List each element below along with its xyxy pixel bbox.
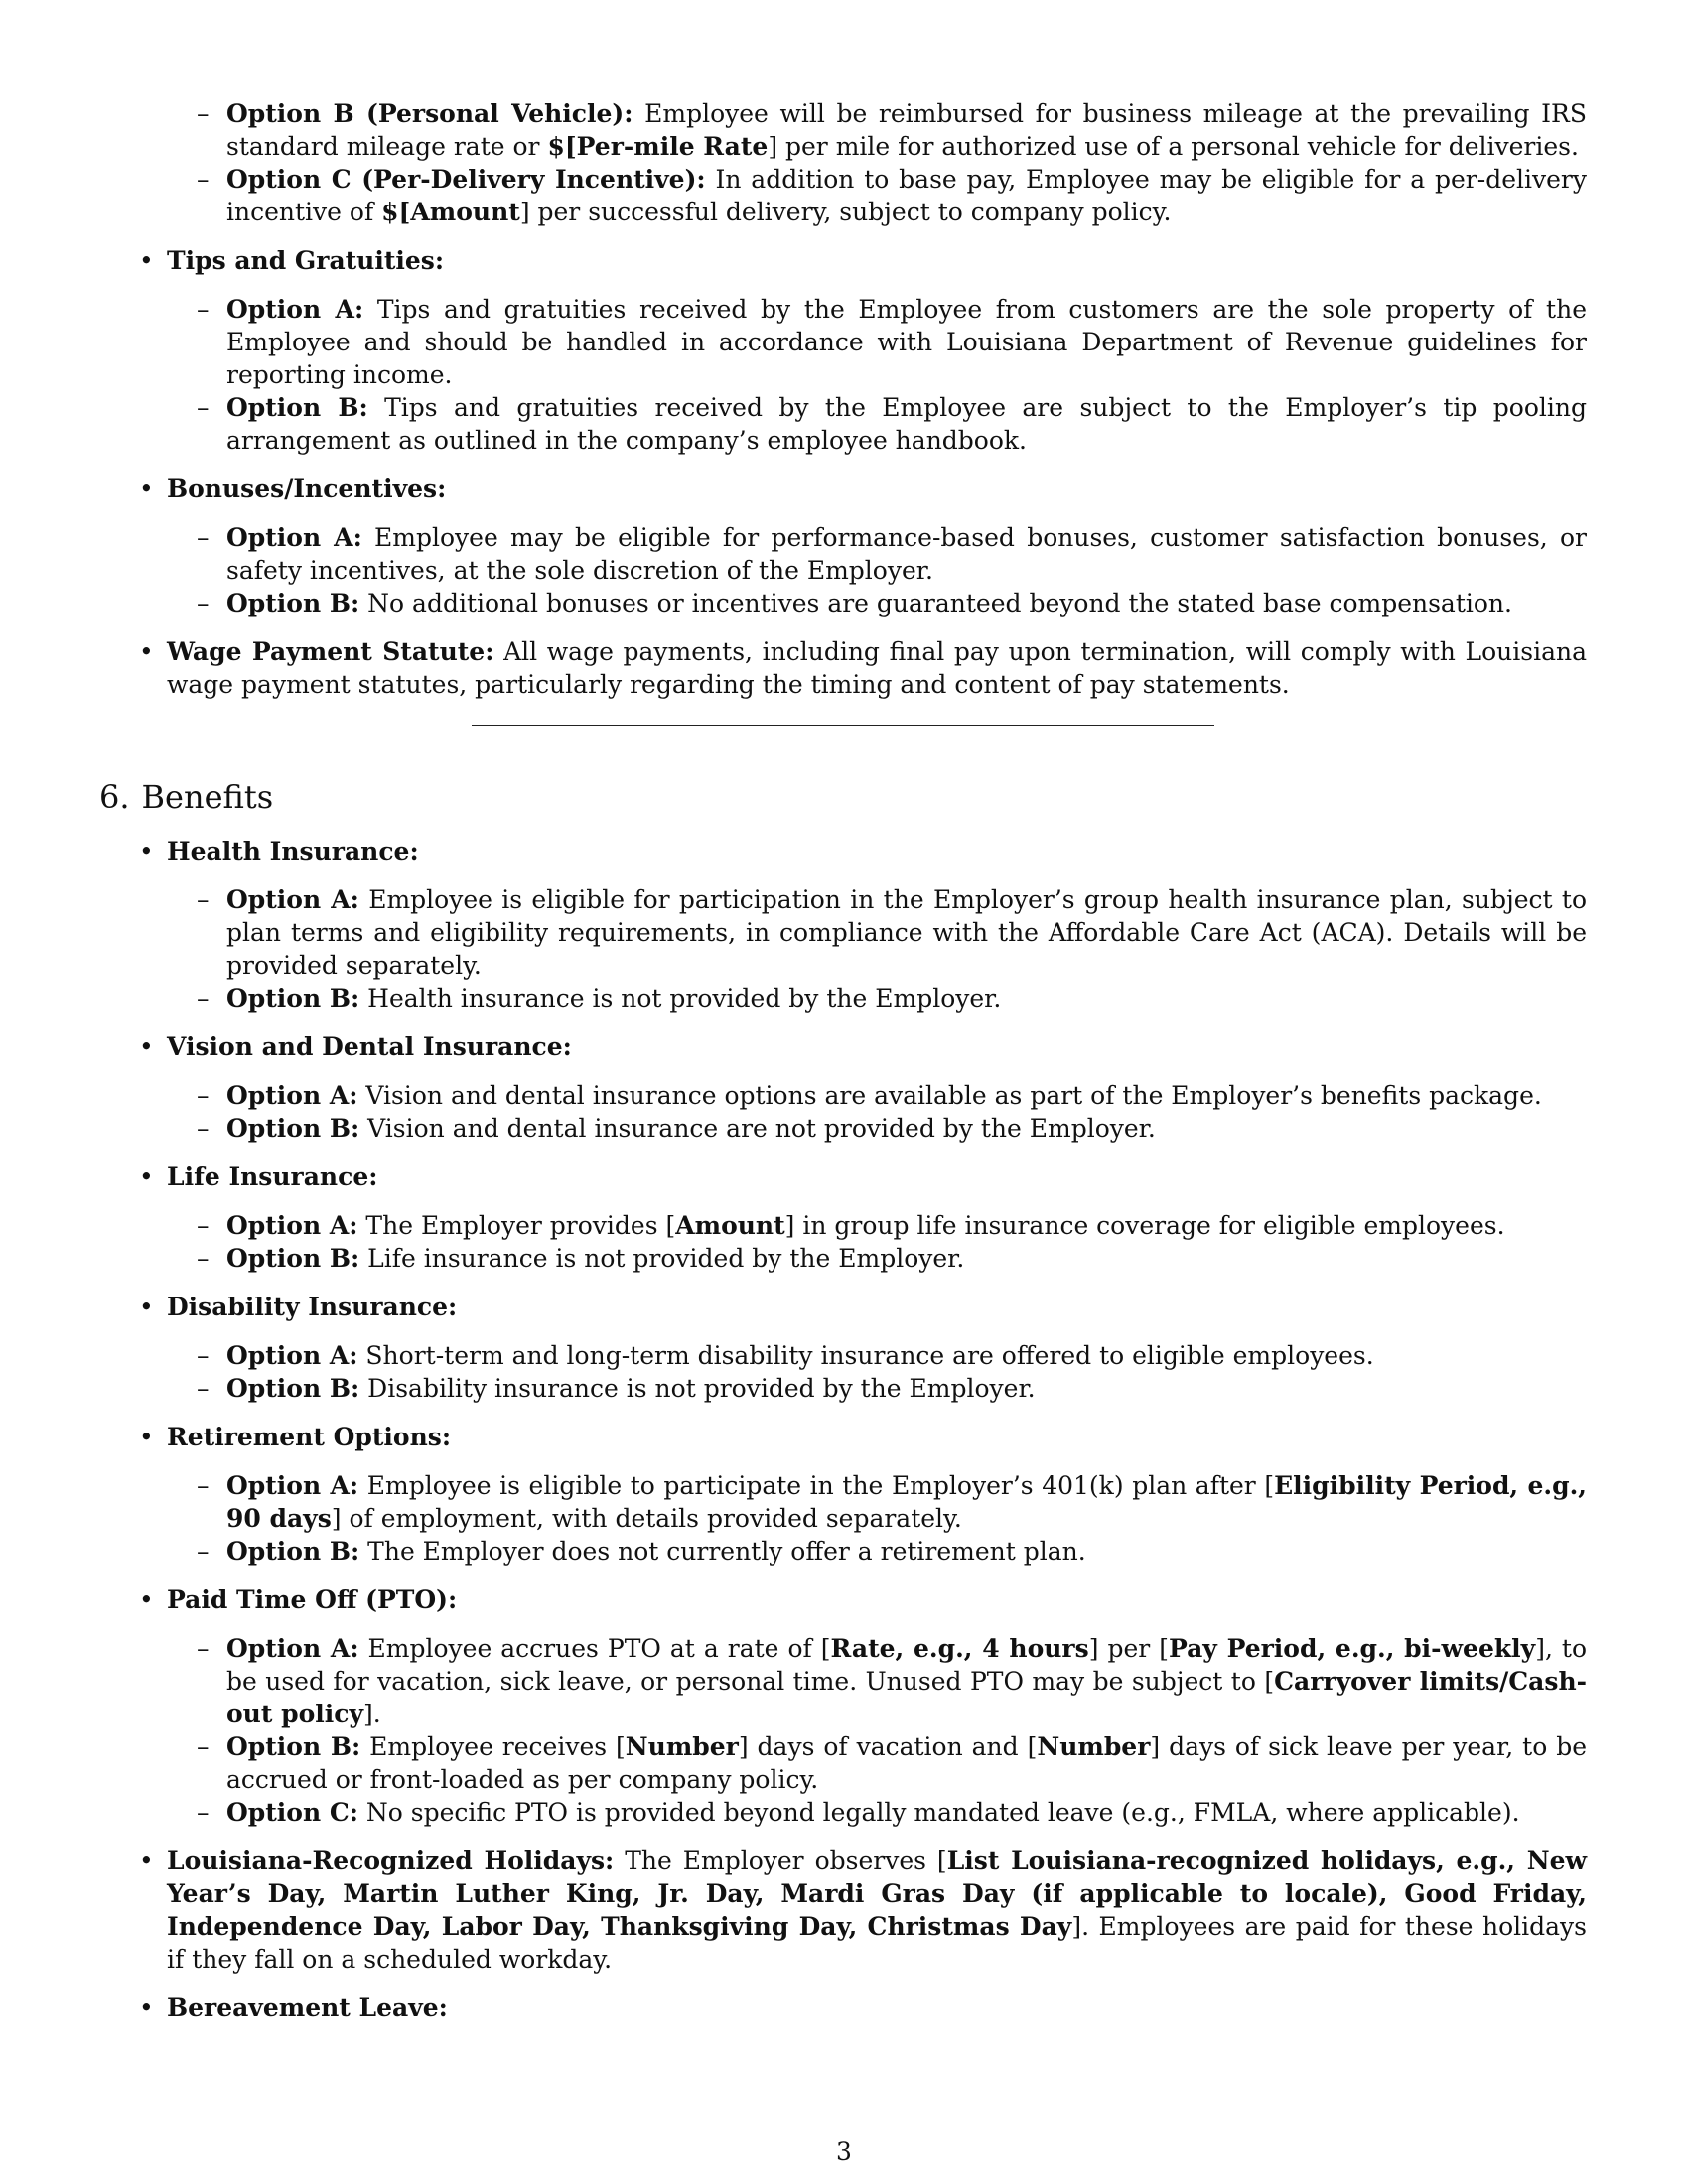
body-text: ], to be used for vacation, sick leave, or personal time. Unused PTO may be subject to [ [226, 1634, 1588, 1696]
option-item [197, 587, 1587, 619]
body-text: Vision and dental insurance options are available as part of the Employer’s benefits package. [357, 1081, 1542, 1110]
dash-marker: – [197, 1114, 210, 1143]
option-item [197, 982, 1587, 1015]
list-item [139, 1030, 1587, 1145]
option-label: Option B: [226, 1732, 361, 1761]
dash-marker: – [197, 1374, 210, 1403]
list-item [139, 635, 1587, 701]
list-item [139, 473, 1587, 619]
body-text: Employee receives [ [360, 1732, 626, 1761]
option-label: Option A: [226, 1081, 358, 1110]
list-item [139, 244, 1587, 457]
bullet-marker: • [139, 1293, 154, 1321]
body-text: Tips and gratuities received by the Employee from customers are the sole property of the Employee and should be handled in accordance with Louisiana Department of Revenue guidelines for reporting income. [226, 295, 1587, 389]
dash-marker: – [197, 1211, 210, 1240]
option-label: Option A: [226, 886, 359, 914]
item-label: Health Insurance: [167, 837, 419, 866]
body-text: Life insurance is not provided by the Employer. [359, 1244, 965, 1273]
option-label: Option B: [226, 1244, 360, 1273]
item-label: Tips and Gratuities: [167, 246, 445, 275]
body-text: Health insurance is not provided by the Employer. [359, 984, 1002, 1013]
option-item [197, 1112, 1587, 1145]
body-text: ] in group life insurance coverage for eligible employees. [784, 1211, 1505, 1240]
option-label: Option A: [226, 1634, 359, 1663]
option-item [197, 1372, 1587, 1405]
list-item [139, 1991, 1587, 2024]
bullet-marker: • [139, 637, 154, 666]
body-text: No additional bonuses or incentives are guaranteed beyond the stated base compensation. [359, 589, 1512, 617]
body-text: All wage payments, including final pay upon termination, will comply with Louisiana wage payment statutes, particularly regarding the timing and content of pay statements. [167, 637, 1587, 699]
dash-marker: – [197, 1081, 210, 1110]
option-item [197, 1242, 1587, 1275]
dash-marker: – [197, 1732, 210, 1761]
list-item [139, 1421, 1587, 1568]
option-label: Option C: [226, 1798, 358, 1827]
option-list [167, 293, 1587, 457]
option-item [197, 391, 1587, 457]
list-item [139, 1160, 1587, 1275]
item-label: Vision and Dental Insurance: [167, 1032, 572, 1061]
placeholder-field: Rate, e.g., 4 hours [830, 1634, 1089, 1663]
item-label: Retirement Options: [167, 1423, 452, 1451]
body-text: Short-term and long-term disability insurance are offered to eligible employees. [357, 1341, 1374, 1370]
body-text: Employee is eligible to participate in the Employer’s 401(k) plan after [ [358, 1471, 1275, 1500]
option-item [197, 1339, 1587, 1372]
section-divider [472, 725, 1214, 726]
dash-marker: – [197, 1471, 210, 1500]
option-item [197, 1469, 1587, 1535]
option-label: Option A: [226, 295, 364, 324]
body-text: ] per successful delivery, subject to company policy. [519, 198, 1172, 226]
item-label: Wage Payment Statute: [167, 637, 494, 666]
body-text: Employee will be reimbursed for business mileage at the prevailing IRS standard mileage rate or [226, 99, 1587, 161]
option-list [167, 1079, 1587, 1145]
body-text: ] days of vacation and [ [738, 1732, 1038, 1761]
option-item [197, 1632, 1588, 1730]
body-text: The Employer does not currently offer a retirement plan. [359, 1537, 1086, 1566]
placeholder-field: Pay Period, e.g., bi-weekly [1168, 1634, 1536, 1663]
placeholder-field: Amount [675, 1211, 785, 1240]
placeholder-field: Carryover limits/Cash-out policy [226, 1667, 1587, 1728]
section-number: 6. [99, 778, 130, 816]
body-text: Disability insurance is not provided by the Employer. [359, 1374, 1036, 1403]
option-label: Option A: [226, 523, 362, 552]
option-item [197, 163, 1587, 228]
dash-marker: – [197, 1634, 210, 1663]
list-item [139, 1291, 1587, 1405]
continued-option-list [167, 97, 1688, 228]
item-label: Life Insurance: [167, 1162, 378, 1191]
list-item [139, 1844, 1587, 1976]
continued-options [167, 97, 1688, 228]
option-list [167, 1339, 1587, 1405]
option-item [197, 1079, 1587, 1112]
item-label: Louisiana-Recognized Holidays: [167, 1846, 615, 1875]
section5-list [0, 244, 1688, 701]
body-text: Vision and dental insurance are not provided by the Employer. [359, 1114, 1156, 1143]
item-label: Bereavement Leave: [167, 1993, 448, 2022]
dash-marker: – [197, 886, 210, 914]
option-label: Option A: [226, 1211, 358, 1240]
dash-marker: – [197, 295, 210, 324]
placeholder-field: List Louisiana-recognized holidays, e.g., New Year’s Day, Martin Luther King, Jr. Day, Mardi Gras Day (if applicable to locale), Good Friday, Independence Day, Labor Day, Thanksgiving Day, Christmas Day [167, 1846, 1587, 1941]
bullet-marker: • [139, 1846, 154, 1875]
dash-marker: – [197, 1244, 210, 1273]
bullet-marker: • [139, 1032, 154, 1061]
body-text: ] per mile for authorized use of a personal vehicle for deliveries. [768, 132, 1579, 161]
option-item [197, 1535, 1587, 1568]
option-item [197, 884, 1587, 982]
section-title: Benefits [141, 778, 274, 816]
item-label: Disability Insurance: [167, 1293, 458, 1321]
body-text: Tips and gratuities received by the Employee are subject to the Employer’s tip pooling arrangement as outlined in the company’s employee handbook. [226, 393, 1587, 455]
option-list [167, 1209, 1587, 1275]
body-text: Employee is eligible for participation in the Employer’s group health insurance plan, subject to plan terms and eligibility requirements, in compliance with the Affordable Care Act (ACA). Details will be provided separately. [226, 886, 1587, 980]
option-list [167, 521, 1587, 619]
dash-marker: – [197, 1537, 210, 1566]
option-label: Option C (Per-Delivery Incentive): [226, 165, 706, 194]
placeholder-field: Eligibility Period, e.g., 90 days [226, 1471, 1587, 1533]
body-text: In addition to base pay, Employee may be eligible for a per-delivery incentive of [226, 165, 1587, 226]
option-label: Option B: [226, 1114, 360, 1143]
placeholder-field: Number [1037, 1732, 1151, 1761]
bullet-marker: • [139, 246, 154, 275]
body-text: ] days of sick leave per year, to be accrued or front-loaded as per company policy. [226, 1732, 1588, 1794]
section-heading [99, 777, 1688, 817]
option-item [197, 1796, 1587, 1829]
placeholder-field: Number [625, 1732, 739, 1761]
body-text: Employee accrues PTO at a rate of [ [358, 1634, 831, 1663]
option-item [197, 1730, 1588, 1796]
body-text: Employee may be eligible for performance-based bonuses, customer satisfaction bonuses, or safety incentives, at the sole discretion of the Employer. [226, 523, 1587, 585]
option-label: Option B: [226, 1537, 360, 1566]
body-text: ]. [363, 1700, 381, 1728]
dash-marker: – [197, 984, 210, 1013]
option-label: Option B: [226, 1374, 360, 1403]
option-list [167, 1632, 1587, 1829]
body-text: The Employer observes [ [614, 1846, 947, 1875]
list-item [139, 835, 1587, 1015]
body-text: The Employer provides [ [357, 1211, 676, 1240]
body-text: No specific PTO is provided beyond legally mandated leave (e.g., FMLA, where applicable). [357, 1798, 1520, 1827]
dash-marker: – [197, 99, 210, 128]
body-text: ] per [ [1088, 1634, 1169, 1663]
bullet-marker: • [139, 1162, 154, 1191]
placeholder-field: $[Per-mile Rate [547, 132, 769, 161]
body-text: ] of employment, with details provided separately. [331, 1504, 962, 1533]
option-label: Option B: [226, 984, 360, 1013]
bullet-marker: • [139, 1423, 154, 1451]
option-list [167, 1469, 1587, 1568]
item-label: Bonuses/Incentives: [167, 475, 447, 503]
bullet-marker: • [139, 837, 154, 866]
benefits-list [0, 835, 1688, 2024]
option-label: Option B (Personal Vehicle): [226, 99, 633, 128]
dash-marker: – [197, 589, 210, 617]
option-item [197, 1209, 1587, 1242]
dash-marker: – [197, 165, 210, 194]
page-number: 3 [836, 2137, 852, 2166]
bullet-marker: • [139, 475, 154, 503]
option-item [197, 293, 1587, 391]
option-item [197, 521, 1587, 587]
dash-marker: – [197, 1798, 210, 1827]
bullet-marker: • [139, 1993, 154, 2022]
placeholder-field: $[Amount [381, 198, 520, 226]
option-label: Option B: [226, 589, 360, 617]
bullet-marker: • [139, 1585, 154, 1614]
option-label: Option A: [226, 1471, 359, 1500]
option-label: Option B: [226, 393, 368, 422]
item-label: Paid Time Off (PTO): [167, 1585, 458, 1614]
list-item [139, 1583, 1588, 1829]
dash-marker: – [197, 1341, 210, 1370]
option-label: Option A: [226, 1341, 358, 1370]
dash-marker: – [197, 393, 210, 422]
option-list [167, 884, 1587, 1015]
option-item [197, 97, 1587, 163]
dash-marker: – [197, 523, 210, 552]
body-text: ]. Employees are paid for these holidays if they fall on a scheduled workday. [167, 1912, 1587, 1974]
